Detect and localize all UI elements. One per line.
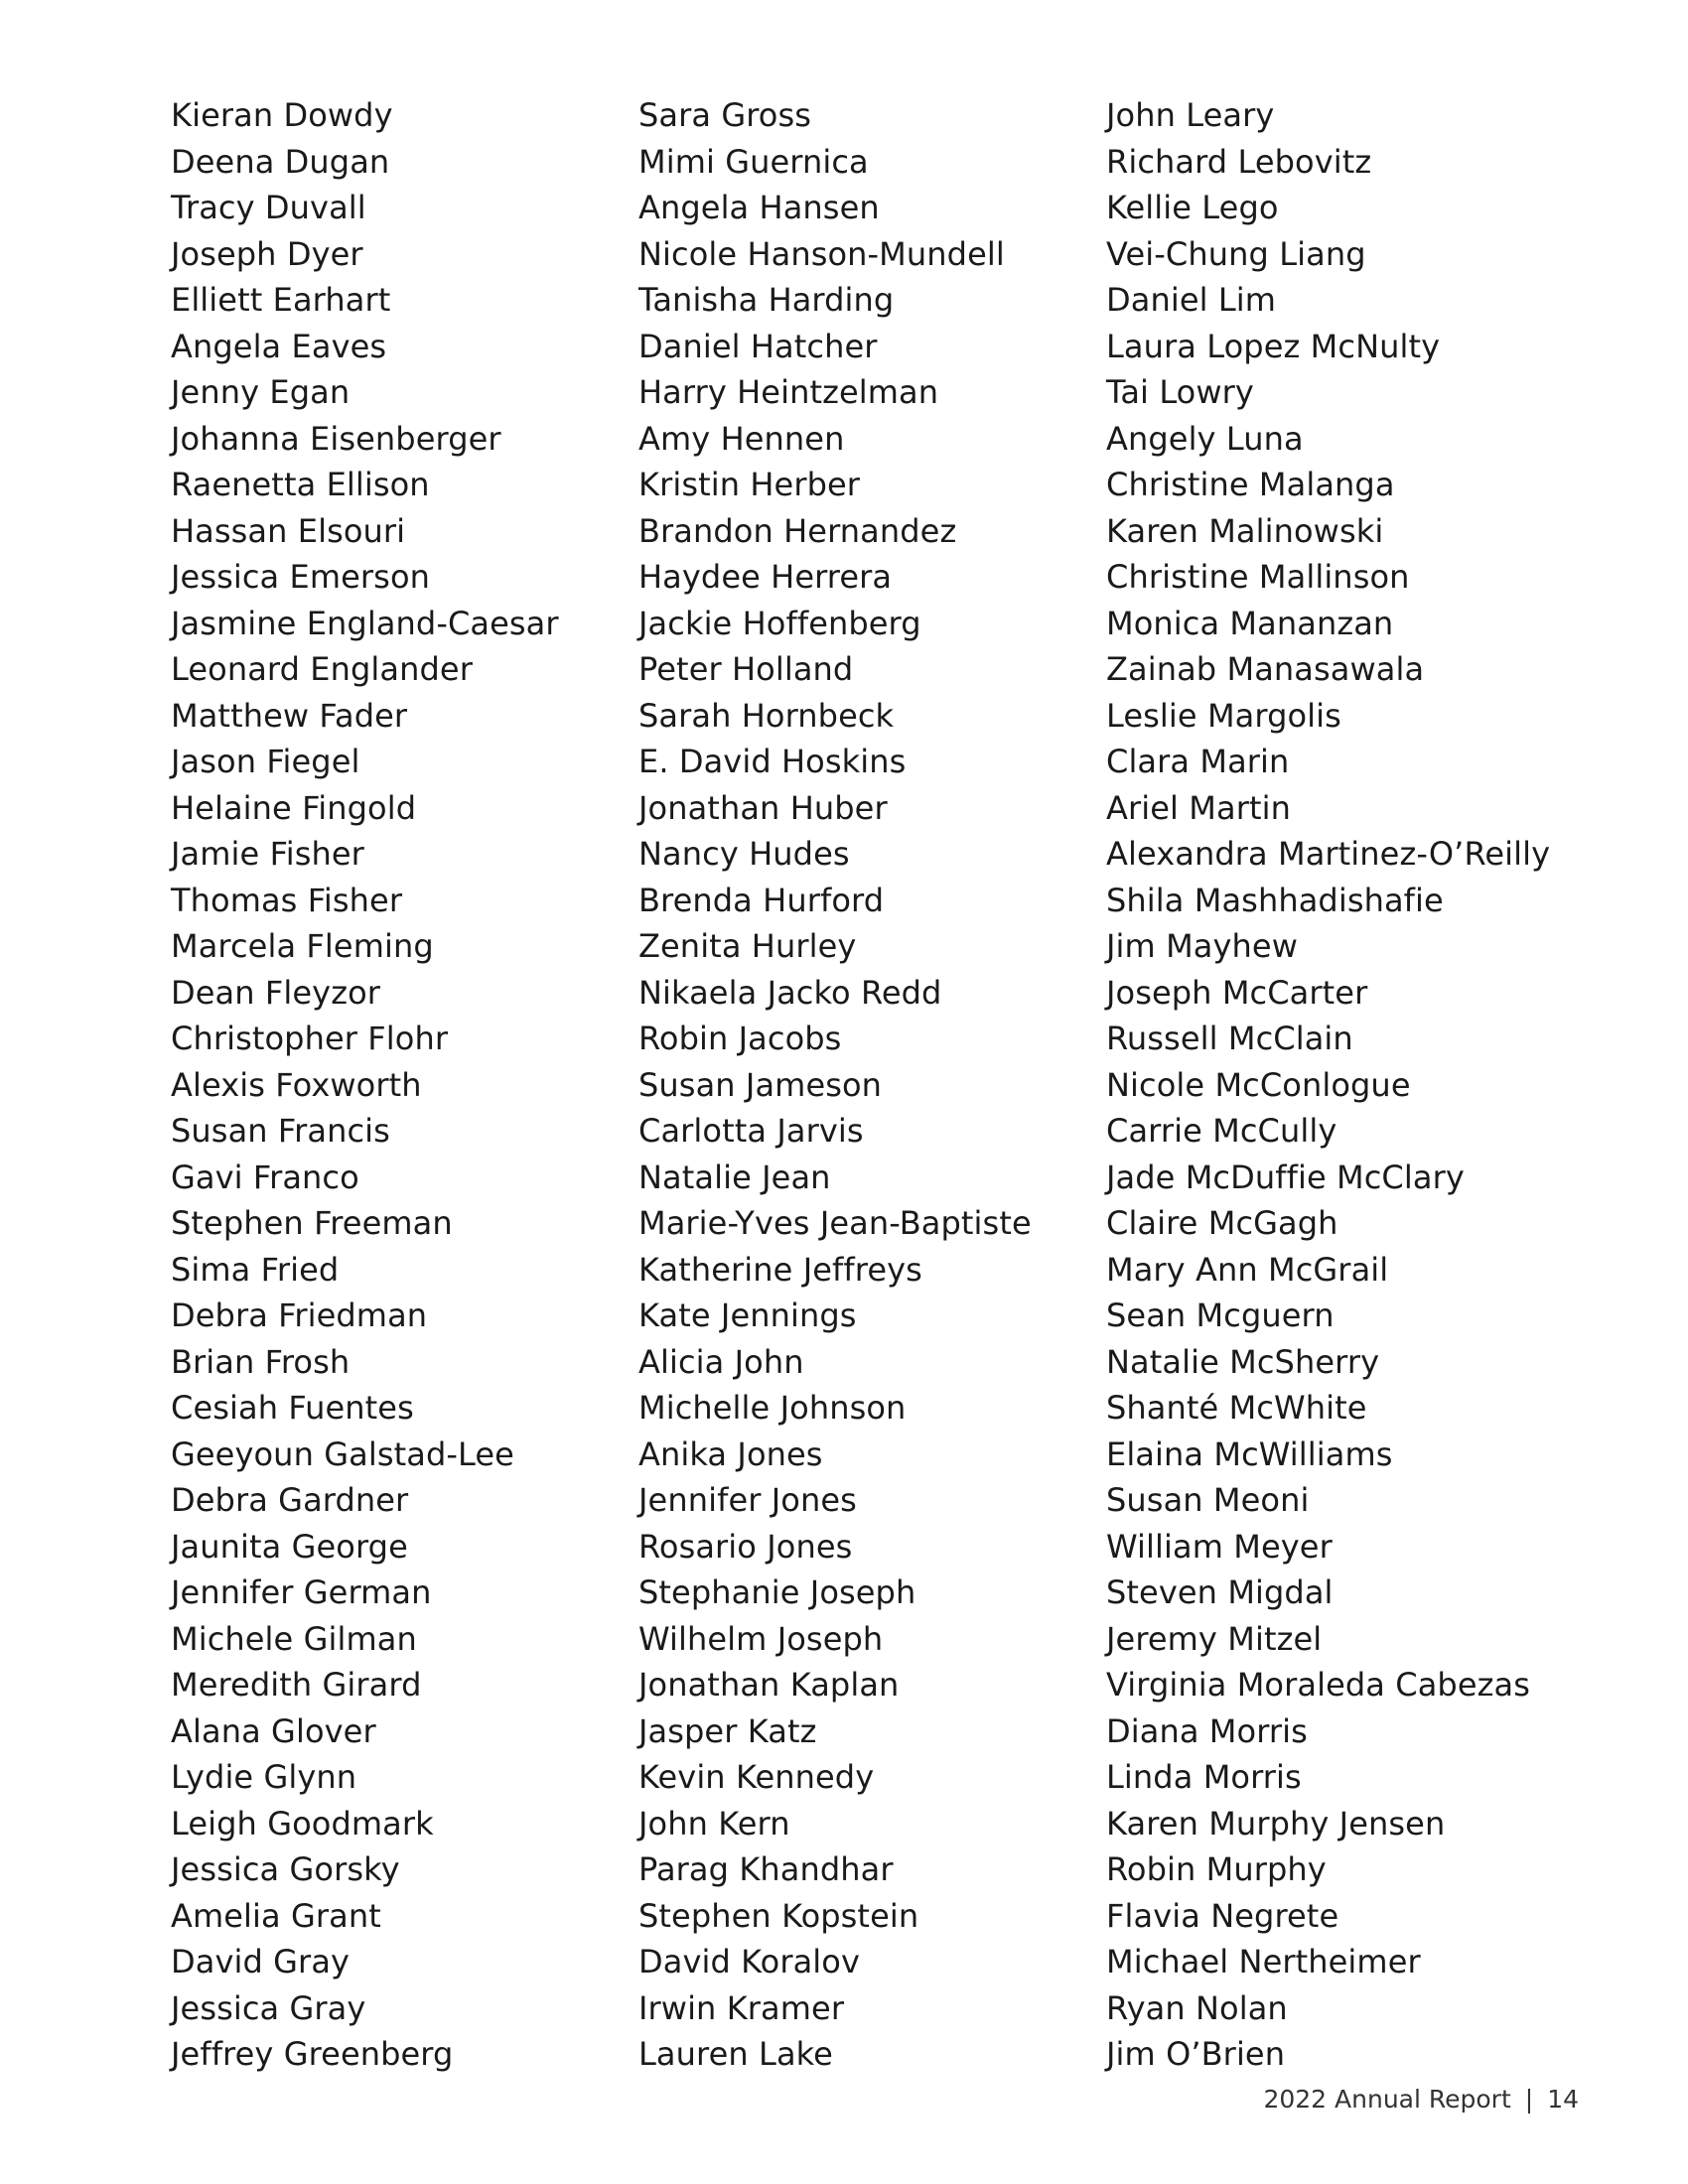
name-list-item: Mary Ann McGrail [1106, 1250, 1389, 1289]
name-list-item: Stephanie Joseph [638, 1573, 916, 1611]
name-list-item: Zenita Hurley [638, 927, 857, 965]
name-list-item: Tracy Duvall [171, 189, 366, 226]
name-list-item: Wilhelm Joseph [638, 1619, 884, 1658]
name-list-item: Jackie Hoffenberg [638, 604, 921, 642]
name-list-item: Debra Friedman [171, 1297, 428, 1334]
name-column-1 [171, 92, 559, 2078]
name-list-item: Monica Mananzan [1106, 604, 1394, 642]
name-list-item: Jim O’Brien [1106, 2035, 1286, 2073]
name-list-item: Stephen Freeman [171, 1204, 453, 1242]
name-list-item: Kristin Herber [638, 466, 861, 503]
name-list-item: Rosario Jones [638, 1527, 853, 1566]
name-list-item: Elaina McWilliams [1106, 1434, 1393, 1473]
name-list-item: Johanna Eisenberger [171, 419, 501, 458]
name-list-item: Mimi Guernica [638, 142, 869, 181]
name-list-item: Jennifer Jones [638, 1481, 857, 1519]
name-list-item: Michele Gilman [171, 1619, 417, 1658]
name-list-item: Robin Jacobs [638, 1020, 842, 1057]
name-list-item: Nikaela Jacko Redd [638, 973, 942, 1012]
name-list-item: Kevin Kennedy [638, 1758, 875, 1796]
name-list-item: Geeyoun Galstad-Lee [171, 1434, 514, 1473]
name-list-item: Thomas Fisher [171, 881, 403, 919]
name-list-item: Christine Mallinson [1106, 558, 1410, 596]
name-list-item: Nancy Hudes [638, 835, 850, 873]
name-list-item: Jeremy Mitzel [1106, 1619, 1323, 1658]
name-list-item: Sarah Hornbeck [638, 696, 895, 735]
name-list-item: Cesiah Fuentes [171, 1389, 414, 1427]
name-list-item: Joseph Dyer [171, 234, 363, 273]
name-list-item: Raenetta Ellison [171, 466, 430, 503]
name-list-item: Jasmine England-Caesar [171, 604, 559, 642]
name-list-item: Jessica Gorsky [171, 1850, 400, 1888]
name-list-item: Clara Marin [1106, 743, 1290, 780]
name-list-item: Richard Lebovitz [1106, 142, 1372, 181]
name-list-item: Karen Malinowski [1106, 511, 1384, 550]
page-number: 14 [1547, 2085, 1579, 2114]
name-list-item: Gavi Franco [171, 1158, 359, 1196]
name-list-item: E. David Hoskins [638, 743, 907, 780]
name-list-item: Jaunita George [171, 1527, 408, 1566]
name-list-item: Brenda Hurford [638, 881, 885, 919]
name-list-item: Anika Jones [638, 1434, 823, 1473]
name-list-item: Joseph McCarter [1106, 973, 1368, 1012]
name-list-item: Brian Frosh [171, 1342, 351, 1381]
name-list-item: Jonathan Kaplan [638, 1666, 900, 1704]
name-list-item: Marcela Fleming [171, 927, 434, 965]
name-list-item: Linda Morris [1106, 1758, 1302, 1796]
name-list-item: Nicole McConlogue [1106, 1065, 1411, 1104]
name-list-item: Angela Eaves [171, 327, 387, 365]
name-list-item: Michael Nertheimer [1106, 1943, 1421, 1980]
name-list-item: Leonard Englander [171, 650, 473, 688]
name-list-item: Leigh Goodmark [171, 1804, 434, 1843]
report-title: 2022 Annual Report [1263, 2085, 1511, 2114]
name-list-item: Jenny Egan [171, 373, 351, 411]
name-list-item: Tanisha Harding [638, 281, 895, 319]
name-list-item: Sean Mcguern [1106, 1297, 1335, 1334]
name-list-item: Russell McClain [1106, 1020, 1353, 1057]
name-list-item: Dean Fleyzor [171, 973, 381, 1012]
name-list-item: Angely Luna [1106, 419, 1304, 458]
name-list-item: Katherine Jeffreys [638, 1250, 922, 1289]
name-list-item: Carrie McCully [1106, 1112, 1337, 1150]
name-list-item: Robin Murphy [1106, 1850, 1327, 1888]
name-list-item: Tai Lowry [1106, 373, 1254, 411]
name-list-item: John Leary [1106, 96, 1275, 134]
name-list-item: Lydie Glynn [171, 1758, 357, 1796]
page-footer [1263, 2085, 1579, 2114]
name-list-item: Hassan Elsouri [171, 511, 406, 550]
name-list-item: David Gray [171, 1943, 351, 1980]
name-list-item: Zainab Manasawala [1106, 650, 1425, 688]
name-list-item: Sara Gross [638, 96, 812, 134]
name-list-item: Susan Francis [171, 1112, 390, 1150]
name-list-item: Laura Lopez McNulty [1106, 327, 1441, 365]
name-list-item: Jade McDuffie McClary [1106, 1158, 1465, 1196]
name-list-item: Brandon Hernandez [638, 511, 957, 550]
name-list-item: Flavia Negrete [1106, 1896, 1339, 1935]
name-list-item: Kieran Dowdy [171, 96, 393, 134]
name-columns [0, 92, 1688, 2073]
footer-separator: | [1524, 2085, 1534, 2114]
name-list-item: Jasper Katz [638, 1711, 817, 1750]
name-list-item: Daniel Hatcher [638, 327, 878, 365]
name-list-item: David Koralov [638, 1943, 861, 1980]
name-list-item: Stephen Kopstein [638, 1896, 919, 1935]
name-list-item: Amy Hennen [638, 419, 845, 458]
name-list-item: Diana Morris [1106, 1711, 1308, 1750]
name-list-item: Jonathan Huber [638, 788, 888, 827]
name-list-item: Virginia Moraleda Cabezas [1106, 1666, 1530, 1704]
name-list-item: Parag Khandhar [638, 1850, 894, 1888]
name-column-2 [638, 92, 1032, 2078]
name-list-item: Jason Fiegel [171, 743, 360, 780]
name-list-item: Haydee Herrera [638, 558, 893, 596]
name-list-item: Alicia John [638, 1342, 804, 1381]
name-list-item: Jamie Fisher [171, 835, 364, 873]
name-list-item: Jessica Gray [171, 1988, 366, 2027]
name-list-item: Debra Gardner [171, 1481, 409, 1519]
name-list-item: Sima Fried [171, 1250, 340, 1289]
name-list-item: Natalie Jean [638, 1158, 831, 1196]
name-list-item: Ariel Martin [1106, 788, 1291, 827]
name-list-item: John Kern [638, 1804, 790, 1843]
name-list-item: Marie-Yves Jean-Baptiste [638, 1204, 1032, 1242]
name-list-item: Shanté McWhite [1106, 1389, 1367, 1427]
name-list-item: Peter Holland [638, 650, 854, 688]
name-list-item: Alexandra Martinez-O’Reilly [1106, 835, 1551, 873]
name-list-item: Leslie Margolis [1106, 696, 1341, 735]
name-list-item: Jim Mayhew [1106, 927, 1298, 965]
name-list-item: Nicole Hanson-Mundell [638, 234, 1005, 273]
name-list-item: Christopher Flohr [171, 1020, 449, 1057]
name-list-item: Matthew Fader [171, 696, 408, 735]
name-list-item: Claire McGagh [1106, 1204, 1338, 1242]
name-list-item: Alexis Foxworth [171, 1065, 422, 1104]
name-list-item: Susan Jameson [638, 1065, 883, 1104]
name-list-item: Irwin Kramer [638, 1988, 845, 2027]
name-list-item: Jennifer German [171, 1573, 432, 1611]
name-list-item: Christine Malanga [1106, 466, 1395, 503]
name-list-item: Jessica Emerson [171, 558, 430, 596]
name-list-item: Ryan Nolan [1106, 1988, 1288, 2027]
name-list-item: Amelia Grant [171, 1896, 381, 1935]
name-list-item: Daniel Lim [1106, 281, 1277, 319]
name-list-item: Alana Glover [171, 1711, 376, 1750]
name-list-item: Deena Dugan [171, 142, 390, 181]
name-list-item: Vei-Chung Liang [1106, 234, 1366, 273]
name-list-item: Steven Migdal [1106, 1573, 1334, 1611]
name-list-item: Harry Heintzelman [638, 373, 939, 411]
name-list-item: Michelle Johnson [638, 1389, 907, 1427]
name-list-item: William Meyer [1106, 1527, 1333, 1566]
name-list-item: Helaine Fingold [171, 788, 417, 827]
name-column-3 [1106, 92, 1550, 2078]
name-list-item: Karen Murphy Jensen [1106, 1804, 1446, 1843]
name-list-item: Kellie Lego [1106, 189, 1279, 226]
name-list-item: Shila Mashhadishafie [1106, 881, 1444, 919]
name-list-item: Kate Jennings [638, 1297, 857, 1334]
name-list-item: Meredith Girard [171, 1666, 422, 1704]
name-list-item: Natalie McSherry [1106, 1342, 1380, 1381]
name-list-item: Susan Meoni [1106, 1481, 1310, 1519]
name-list-item: Elliett Earhart [171, 281, 391, 319]
name-list-item: Jeffrey Greenberg [171, 2035, 454, 2073]
name-list-item: Lauren Lake [638, 2035, 833, 2073]
name-list-item: Angela Hansen [638, 189, 880, 226]
name-list-item: Carlotta Jarvis [638, 1112, 864, 1150]
